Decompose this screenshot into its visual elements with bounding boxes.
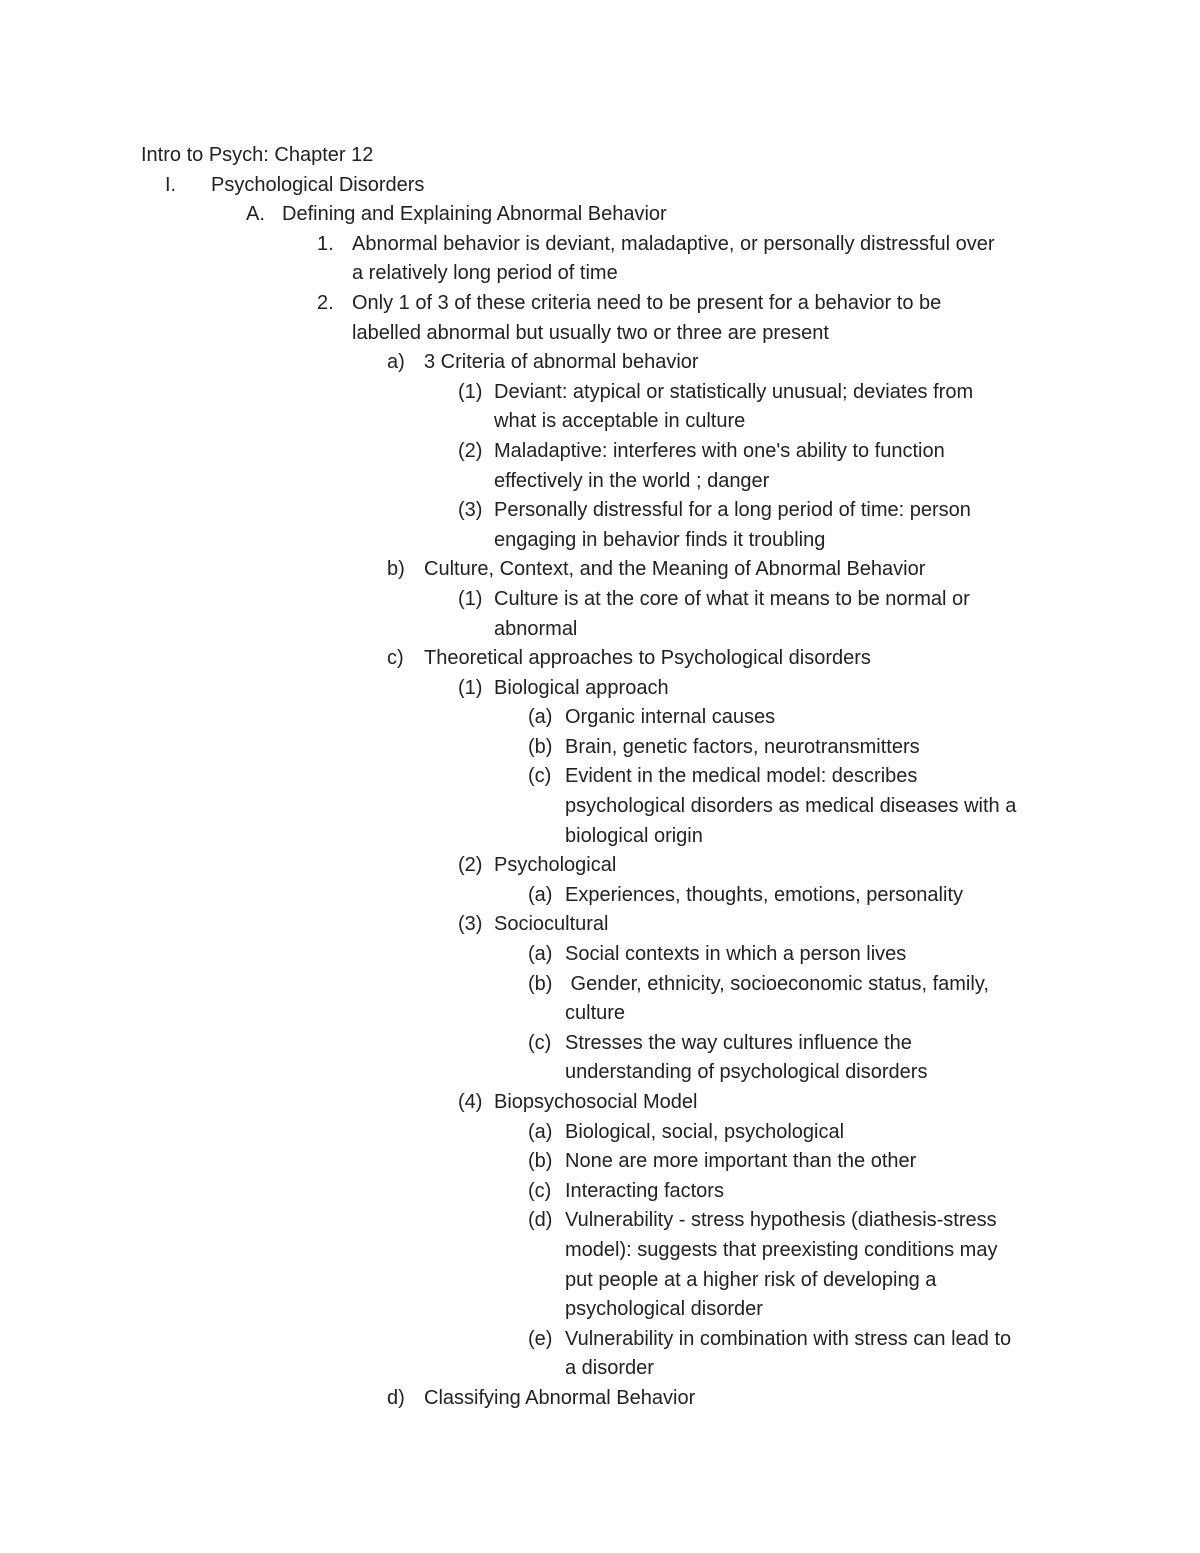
outline-list bbox=[0, 171, 1200, 1414]
item-marker: (1) bbox=[458, 676, 483, 699]
item-text: Brain, genetic factors, neurotransmitters bbox=[565, 735, 920, 758]
item-marker: (a) bbox=[528, 706, 553, 729]
item-text: Gender, ethnicity, socioeconomic status, family, bbox=[565, 972, 989, 995]
outline-item-continuation bbox=[0, 615, 1200, 645]
item-marker: (e) bbox=[528, 1327, 553, 1350]
item-text: Stresses the way cultures influence the bbox=[565, 1031, 912, 1054]
item-marker: (2) bbox=[458, 439, 483, 462]
item-marker: (b) bbox=[528, 1150, 553, 1173]
outline-item bbox=[0, 348, 1200, 378]
outline-item-continuation bbox=[0, 1295, 1200, 1325]
item-text: 3 Criteria of abnormal behavior bbox=[424, 351, 699, 374]
item-text: Biopsychosocial Model bbox=[494, 1091, 698, 1113]
item-text: what is acceptable in culture bbox=[494, 410, 746, 433]
outline-item bbox=[0, 881, 1200, 911]
item-marker: (c) bbox=[528, 1031, 552, 1054]
item-text: Psychological bbox=[494, 854, 617, 877]
item-marker: (d) bbox=[528, 1209, 553, 1232]
item-marker: (b) bbox=[528, 972, 553, 995]
item-marker: (c) bbox=[528, 1179, 552, 1202]
item-text: None are more important than the other bbox=[565, 1150, 917, 1173]
outline-item bbox=[0, 1384, 1200, 1414]
item-marker: 1. bbox=[317, 232, 334, 255]
item-marker: (1) bbox=[458, 587, 483, 610]
item-text: effectively in the world ; danger bbox=[494, 469, 770, 492]
item-text: Culture, Context, and the Meaning of Abnormal Behavior bbox=[424, 558, 926, 581]
item-marker: A. bbox=[246, 203, 265, 226]
item-text: put people at a higher risk of developing a bbox=[565, 1268, 937, 1291]
item-marker: (3) bbox=[458, 913, 483, 936]
outline-item bbox=[0, 703, 1200, 733]
item-text: psychological disorders as medical diseases with a bbox=[565, 795, 1017, 818]
outline-item-continuation bbox=[0, 526, 1200, 556]
outline-item bbox=[0, 970, 1200, 1000]
item-text: biological origin bbox=[565, 824, 703, 847]
item-marker: d) bbox=[387, 1386, 405, 1409]
item-text: Vulnerability - stress hypothesis (diathesis-stress bbox=[565, 1209, 997, 1232]
outline-item bbox=[0, 1118, 1200, 1148]
item-text: Culture is at the core of what it means to be normal or bbox=[494, 587, 970, 610]
outline-item bbox=[0, 1206, 1200, 1236]
outline-item bbox=[0, 289, 1200, 319]
outline-item bbox=[0, 378, 1200, 408]
outline-item-continuation bbox=[0, 999, 1200, 1029]
item-text: Biological, social, psychological bbox=[565, 1120, 845, 1143]
item-marker: b) bbox=[387, 558, 405, 581]
item-text: Vulnerability in combination with stress can lead to bbox=[565, 1327, 1012, 1350]
outline-item bbox=[0, 674, 1200, 704]
outline-item bbox=[0, 171, 1200, 201]
item-text: a relatively long period of time bbox=[352, 262, 618, 285]
outline-item-continuation bbox=[0, 319, 1200, 349]
document-title: Intro to Psych: Chapter 12 bbox=[141, 144, 374, 166]
item-text: Defining and Explaining Abnormal Behavior bbox=[282, 203, 667, 226]
item-marker: (c) bbox=[528, 765, 552, 788]
item-marker: (a) bbox=[528, 943, 553, 966]
item-marker: (1) bbox=[458, 380, 483, 403]
item-text: Experiences, thoughts, emotions, personality bbox=[565, 883, 963, 906]
item-text: Interacting factors bbox=[565, 1179, 724, 1202]
item-marker: (b) bbox=[528, 735, 553, 758]
outline-item-continuation bbox=[0, 407, 1200, 437]
outline-item bbox=[0, 1177, 1200, 1207]
outline-item bbox=[0, 851, 1200, 881]
item-text: Sociocultural bbox=[494, 913, 609, 936]
outline-item bbox=[0, 762, 1200, 792]
outline-item bbox=[0, 555, 1200, 585]
item-marker: (3) bbox=[458, 499, 483, 522]
item-marker: c) bbox=[387, 647, 404, 670]
item-text: culture bbox=[565, 1002, 626, 1025]
outline-item-continuation bbox=[0, 1266, 1200, 1296]
outline-item-continuation bbox=[0, 1236, 1200, 1266]
outline-item-continuation bbox=[0, 792, 1200, 822]
item-marker: 2. bbox=[317, 291, 334, 314]
item-text: labelled abnormal but usually two or three are present bbox=[352, 321, 829, 344]
item-marker: (4) bbox=[458, 1091, 483, 1113]
outline-item bbox=[0, 910, 1200, 940]
outline-item bbox=[0, 585, 1200, 615]
outline-item bbox=[0, 1325, 1200, 1355]
item-text: abnormal bbox=[494, 617, 578, 640]
item-text: Maladaptive: interferes with one's ability to function bbox=[494, 439, 945, 462]
outline-item bbox=[0, 1088, 1200, 1118]
outline-item-continuation bbox=[0, 259, 1200, 289]
item-text: Personally distressful for a long period of time: person bbox=[494, 499, 971, 522]
outline-item bbox=[0, 230, 1200, 260]
item-text: Abnormal behavior is deviant, maladaptive, or personally distressful over bbox=[352, 232, 995, 255]
outline-item bbox=[0, 1029, 1200, 1059]
item-text: understanding of psychological disorders bbox=[565, 1061, 928, 1084]
item-text: Theoretical approaches to Psychological disorders bbox=[424, 647, 871, 670]
outline-item bbox=[0, 644, 1200, 674]
item-text: Classifying Abnormal Behavior bbox=[424, 1386, 696, 1409]
item-text: Psychological Disorders bbox=[211, 173, 425, 196]
item-text: Deviant: atypical or statistically unusual; deviates from bbox=[494, 380, 974, 403]
item-text: Only 1 of 3 of these criteria need to be present for a behavior to be bbox=[352, 291, 942, 314]
outline-item-continuation bbox=[0, 822, 1200, 852]
item-marker: a) bbox=[387, 351, 405, 374]
outline-item bbox=[0, 437, 1200, 467]
item-text: psychological disorder bbox=[565, 1298, 763, 1321]
item-text: model): suggests that preexisting conditions may bbox=[565, 1238, 998, 1261]
item-text: Biological approach bbox=[494, 676, 669, 699]
outline-item-continuation bbox=[0, 1058, 1200, 1088]
item-marker: (2) bbox=[458, 854, 483, 877]
outline-item-continuation bbox=[0, 1354, 1200, 1384]
item-text: Evident in the medical model: describes bbox=[565, 765, 918, 788]
item-text: a disorder bbox=[565, 1357, 654, 1380]
item-marker: I. bbox=[165, 173, 177, 196]
outline-item bbox=[0, 733, 1200, 763]
outline-item bbox=[0, 1147, 1200, 1177]
item-marker: (a) bbox=[528, 1120, 553, 1143]
outline-item bbox=[0, 200, 1200, 230]
item-text: Social contexts in which a person lives bbox=[565, 943, 907, 966]
outline-item-continuation bbox=[0, 467, 1200, 497]
outline-item bbox=[0, 940, 1200, 970]
outline-item bbox=[0, 496, 1200, 526]
item-marker: (a) bbox=[528, 883, 553, 906]
item-text: engaging in behavior finds it troubling bbox=[494, 528, 826, 551]
item-text: Organic internal causes bbox=[565, 706, 776, 729]
